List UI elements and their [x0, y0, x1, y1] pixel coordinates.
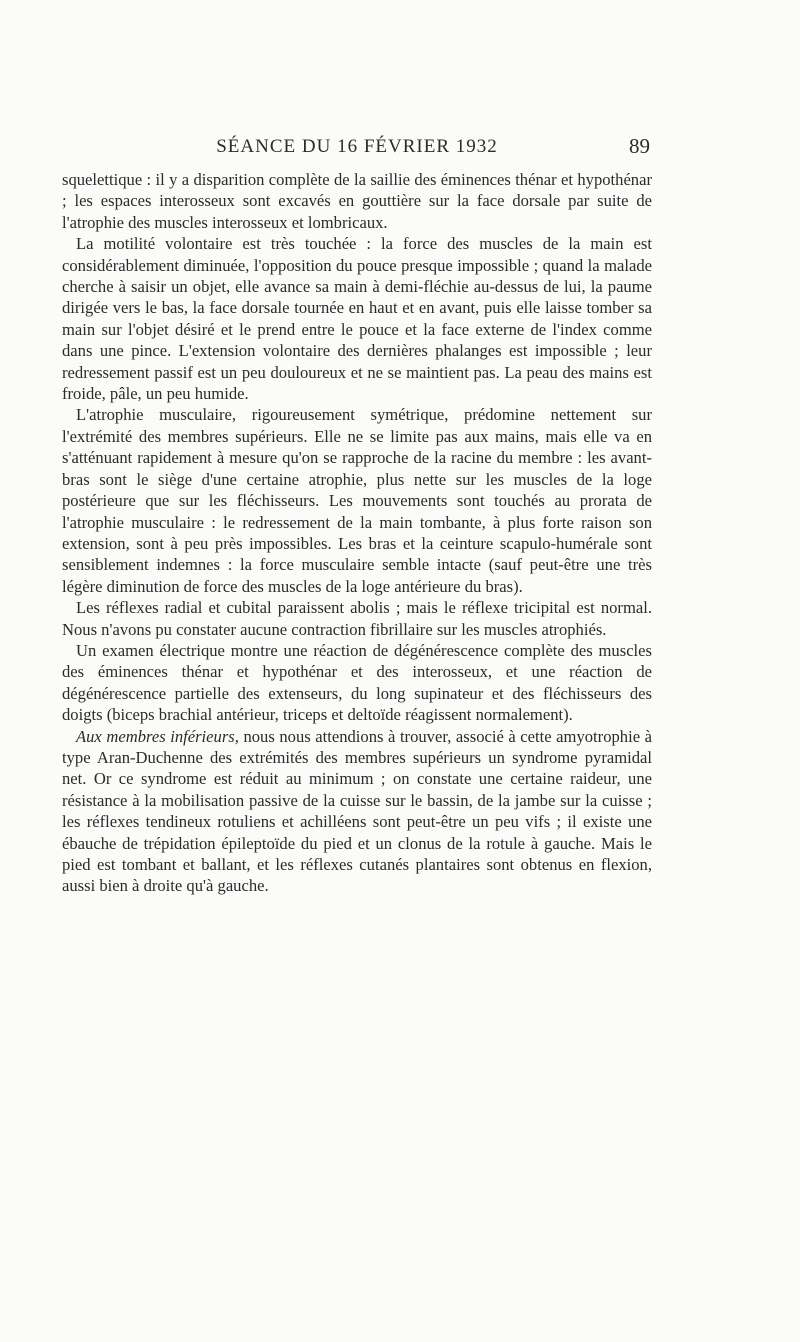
lower-limbs-text: nous nous attendions à trouver, associé à cette amyotrophie à type Aran-Duchenne des extrémités des membres supérieurs un syndrome pyramidal net. Or ce syndrome est réduit au minimum ; on constate une certaine raideur, une résistance à la mobilisation passive de la cuisse sur le bassin, de la jambe sur la cuisse ; les réflexes tendineux rotuliens et achilléens sont peut-être un peu vifs ; il existe une ébauche de trépidation épileptoïde du pied et un clonus de la rotule à gauche. Mais le pied est tombant et ballant, et les réflexes cutanés plantaires sont obtenus en flexion, aussi bien à droite qu'à gauche. [62, 726, 652, 896]
page-number: 89 [629, 134, 650, 158]
paragraph-lower-limbs [62, 726, 652, 897]
page-header [62, 132, 652, 164]
lower-limbs-lead: Aux membres inférieurs, [76, 726, 239, 746]
paragraph-atrophy: L'atrophie musculaire, rigoureusement symétrique, prédomine nettement sur l'extrémité des membres supérieurs. Elle ne se limite pas aux mains, mais elle va en s'atténuant rapidement à mesure qu'on se rapproche de la racine du membre : les avant-bras sont le siège d'une certaine atrophie, plus nette sur les muscles de la loge postérieure que sur les fléchisseurs. Les mouvements sont touchés au prorata de l'atrophie musculaire : le redressement de la main tombante, à plus forte raison son extension, sont à peu près impossibles. Les bras et la ceinture scapulo-humérale sont sensiblement indemnes : la force musculaire semble intacte (sauf peut-être une très légère diminution de force des muscles de la loge antérieure du bras). [62, 405, 652, 596]
paragraph-motility: La motilité volontaire est très touchée : la force des muscles de la main est considérablement diminuée, l'opposition du pouce presque impossible ; quand la malade cherche à saisir un objet, elle avance sa main à demi-fléchie au-dessus de lui, la paume dirigée vers le bas, la face dorsale tournée en haut et en avant, puis elle laisse tomber sa main sur l'objet désiré et le prend entre le pouce et la face externe de l'index comme dans une pince. L'extension volontaire des dernières phalanges est impossible ; leur redressement passif est un peu douloureux et ne se maintient pas. La peau des mains est froide, pâle, un peu humide. [62, 234, 652, 404]
paragraph-continuation: squelettique : il y a disparition complète de la saillie des éminences thénar et hypothénar ; les espaces interosseux sont excavés en gouttière sur la face dorsale par suite de l'atrophie des muscles interosseux et lombricaux. [62, 170, 652, 232]
paragraph-reflexes: Les réflexes radial et cubital paraissent abolis ; mais le réflexe tricipital est normal. Nous n'avons pu constater aucune contraction fibrillaire sur les muscles atrophiés. [62, 598, 652, 639]
running-title: SÉANCE DU 16 FÉVRIER 1932 [216, 136, 498, 157]
paragraph-electrical-exam: Un examen électrique montre une réaction de dégénérescence complète des muscles des éminences thénar et hypothénar et des interosseux, et une réaction de dégénérescence partielle des extenseurs, du long supinateur et des fléchisseurs des doigts (biceps brachial antérieur, triceps et deltoïde réagissent normalement). [62, 640, 652, 725]
body-text [62, 169, 652, 897]
